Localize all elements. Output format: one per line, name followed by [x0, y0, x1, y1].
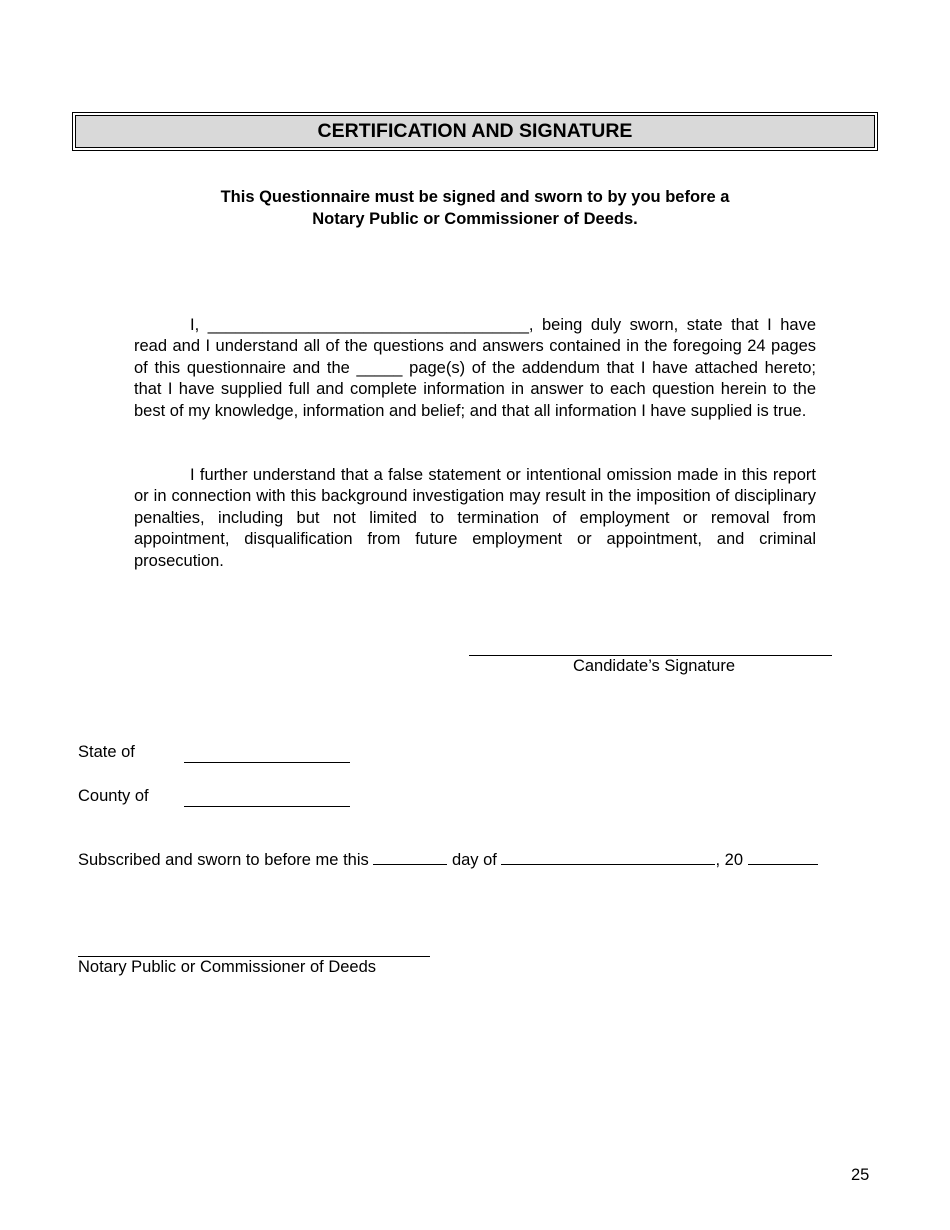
false-statement-warning-paragraph: I further understand that a false statement or intentional omission made in this report or in connection with this background investigation may result in the imposition of disciplinary penalties, including but not limited to termination of employment or removal from appointment, disqualification from future employment or appointment, and criminal prosecution.: [134, 466, 816, 570]
county-label: County of: [78, 787, 149, 805]
section-title: CERTIFICATION AND SIGNATURE: [75, 115, 875, 148]
sworn-text-part-2: day of: [451, 851, 497, 869]
instructions: [72, 186, 878, 230]
candidate-signature-label: Candidate’s Signature: [572, 657, 736, 675]
month-blank[interactable]: [501, 850, 715, 865]
section-header-box: [72, 112, 878, 151]
year-blank[interactable]: [748, 850, 818, 865]
county-field-line[interactable]: [184, 806, 350, 807]
state-field-line[interactable]: [184, 762, 350, 763]
instructions-line-1: This Questionnaire must be signed and sworn to by you before a: [220, 188, 730, 206]
state-label: State of: [78, 743, 135, 761]
notary-signature-line[interactable]: [78, 956, 430, 957]
candidate-signature-line[interactable]: [469, 655, 832, 656]
day-blank[interactable]: [373, 850, 447, 865]
sworn-text-part-3: , 20: [715, 851, 744, 869]
page-number: 25: [851, 1166, 870, 1184]
sworn-statement-paragraph: I, ___________________________________, being duly sworn, state that I have read and I understand all of the questions and answers contained in the foregoing 24 pages of this questionnaire and the _____ page(s) of the addendum that I have attached hereto; that I have supplied full and complete information in answer to each question herein to the best of my knowledge, information and belief; and that all information I have supplied is true.: [134, 316, 816, 420]
notary-signature-label: Notary Public or Commissioner of Deeds: [78, 958, 377, 976]
instructions-line-2: Notary Public or Commissioner of Deeds.: [312, 210, 638, 228]
sworn-before-line: [78, 850, 818, 870]
sworn-text-part-1: Subscribed and sworn to before me this: [78, 851, 369, 869]
